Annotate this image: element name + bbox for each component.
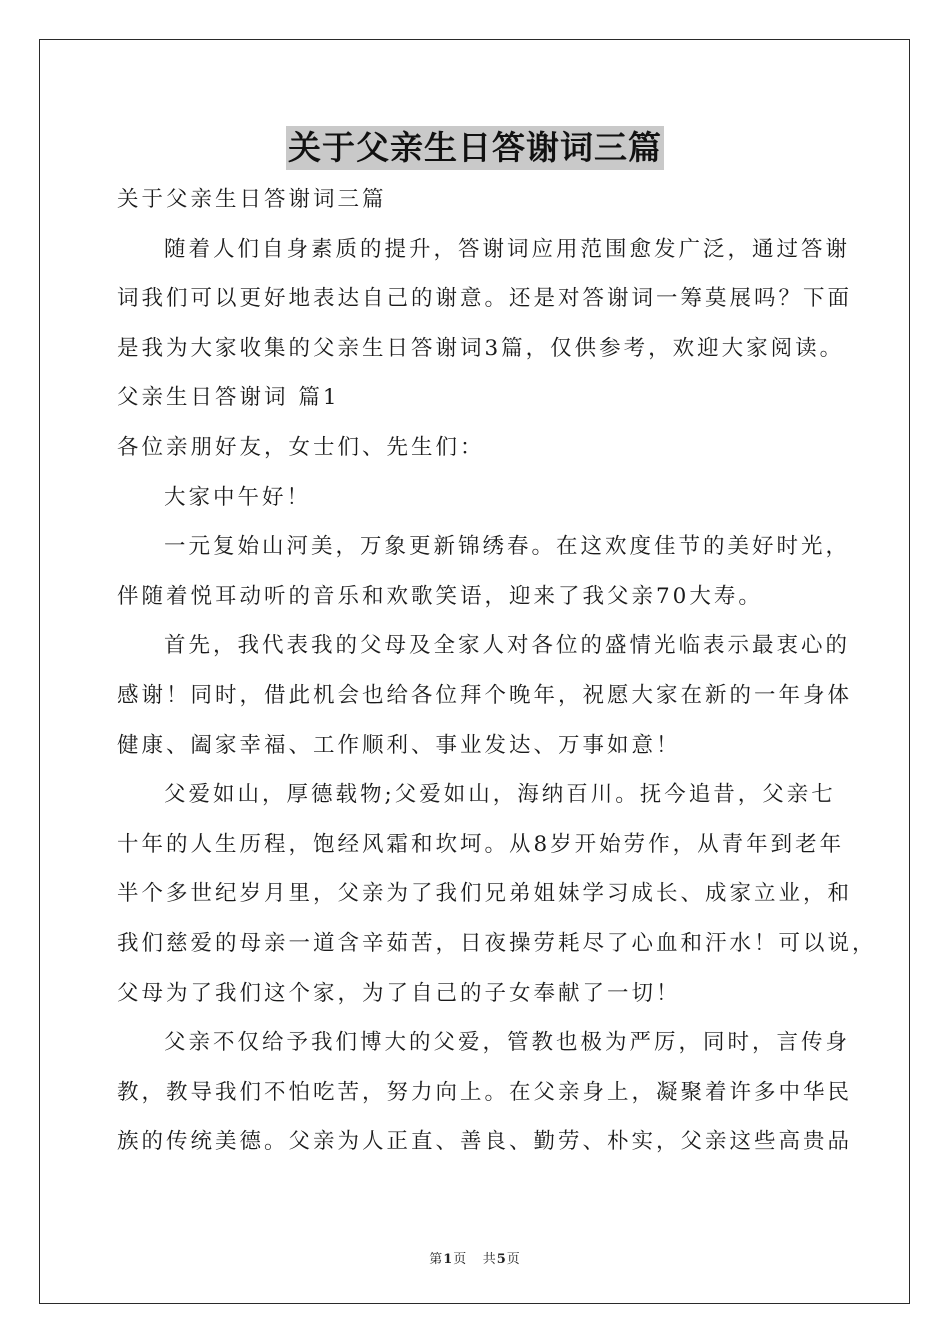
text-line: 是我为大家收集的父亲生日答谢词3篇，仅供参考，欢迎大家阅读。 bbox=[117, 335, 845, 361]
text-line: 父母为了我们这个家，为了自己的子女奉献了一切！ bbox=[117, 980, 681, 1006]
total-page-number: 5 bbox=[496, 1252, 507, 1267]
text-line: 族的传统美德。父亲为人正直、善良、勤劳、朴实，父亲这些高贵品 bbox=[117, 1129, 853, 1155]
text-line: 十年的人生历程，饱经风霜和坎坷。从8岁开始劳作，从青年到老年 bbox=[117, 831, 845, 857]
text-line: 伴随着悦耳动听的音乐和欢歌笑语，迎来了我父亲70大寿。 bbox=[117, 583, 763, 609]
text-line: 教，教导我们不怕吃苦，努力向上。在父亲身上，凝聚着许多中华民 bbox=[117, 1079, 853, 1105]
page-suffix: 页 bbox=[453, 1252, 468, 1267]
document-title: 关于父亲生日答谢词三篇 bbox=[286, 126, 664, 170]
text-line: 我们慈爱的母亲一道含辛茹苦，日夜操劳耗尽了心血和汗水！可以说， bbox=[117, 930, 877, 956]
total-prefix: 共 bbox=[482, 1252, 497, 1267]
text-line: 一元复始山河美，万象更新锦绣春。在这欢度佳节的美好时光， bbox=[164, 534, 851, 560]
page-prefix: 第 bbox=[429, 1252, 444, 1267]
text-line: 父爱如山，厚德载物;父爱如山，海纳百川。抚今追昔，父亲七 bbox=[164, 782, 836, 808]
page-footer bbox=[0, 1248, 950, 1267]
total-suffix: 页 bbox=[506, 1252, 521, 1267]
text-line: 感谢！同时，借此机会也给各位拜个晚年，祝愿大家在新的一年身体 bbox=[117, 682, 853, 708]
text-line: 词我们可以更好地表达自己的谢意。还是对答谢词一筹莫展吗？下面 bbox=[117, 286, 853, 312]
current-page-number: 1 bbox=[443, 1252, 454, 1267]
text-line: 首先，我代表我的父母及全家人对各位的盛情光临表示最衷心的 bbox=[164, 633, 851, 659]
document-body bbox=[117, 175, 877, 1167]
text-line: 健康、阖家幸福、工作顺利、事业发达、万事如意！ bbox=[117, 732, 681, 758]
text-line: 各位亲朋好友，女士们、先生们： bbox=[117, 434, 485, 460]
text-line: 大家中午好！ bbox=[164, 484, 312, 510]
text-line: 半个多世纪岁月里，父亲为了我们兄弟姐妹学习成长、成家立业，和 bbox=[117, 881, 853, 907]
title-container bbox=[0, 126, 950, 170]
text-line: 父亲不仅给予我们博大的父爱，管教也极为严厉，同时，言传身 bbox=[164, 1030, 851, 1056]
text-line: 随着人们自身素质的提升，答谢词应用范围愈发广泛，通过答谢 bbox=[164, 236, 851, 262]
text-line: 关于父亲生日答谢词三篇 bbox=[117, 187, 387, 212]
text-line: 父亲生日答谢词 篇1 bbox=[117, 385, 340, 411]
